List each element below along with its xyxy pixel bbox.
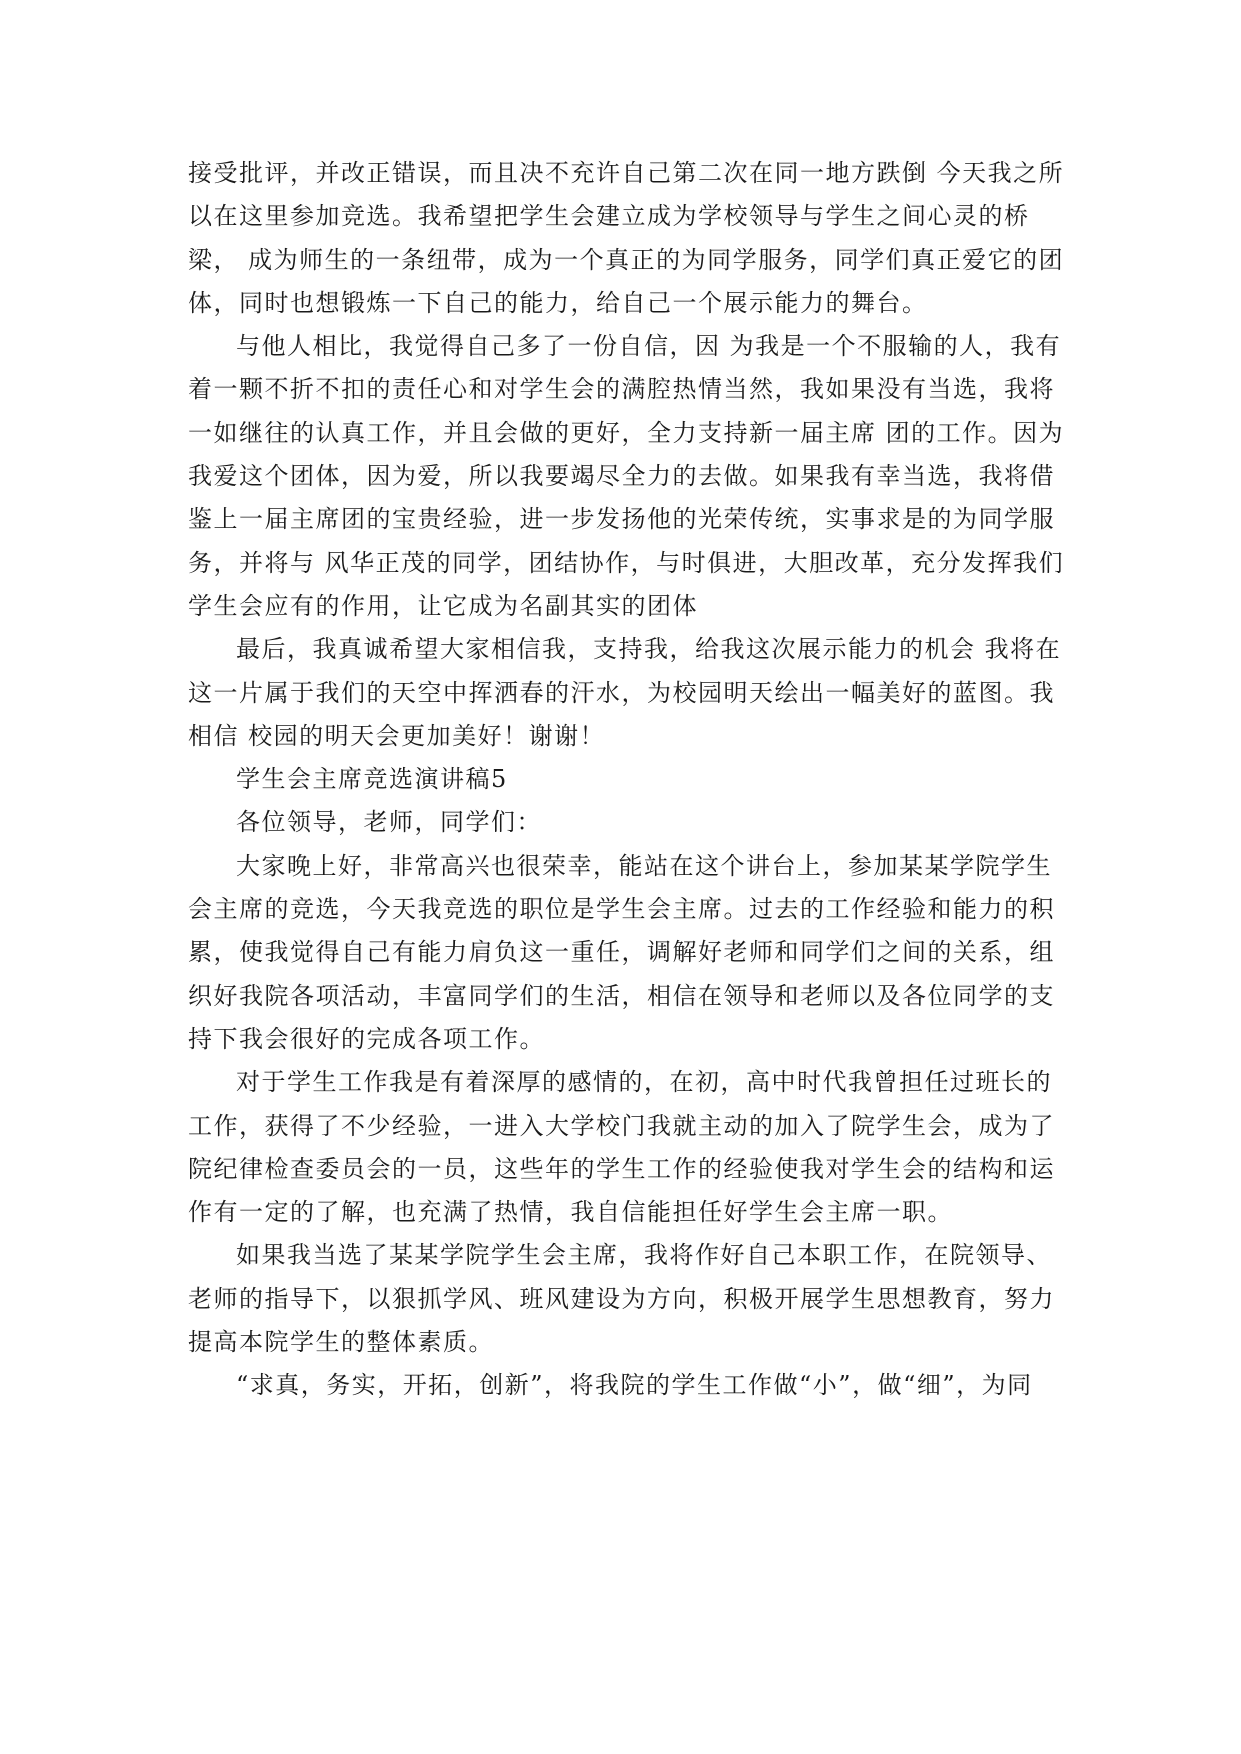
- text-line: 学生会应有的作用，让它成为名副其实的团体: [188, 591, 698, 620]
- text-line: 这一片属于我们的天空中挥洒春的汗水，为校园明天绘出一幅美好的蓝图。我: [188, 678, 1055, 707]
- text-line: 我爱这个团体，因为爱，所以我要竭尽全力的去做。如果我有幸当选，我将借: [188, 462, 1055, 491]
- text-line: 如果我当选了某某学院学生会主席，我将作好自己本职工作，在院领导、: [236, 1241, 1052, 1270]
- text-line: 着一颗不折不扣的责任心和对学生会的满腔热情当然，我如果没有当选，我将: [188, 375, 1055, 404]
- text-line: 一如继往的认真工作，并且会做的更好，全力支持新一届主席 团的工作。因为: [188, 418, 1065, 447]
- text-line: 院纪律检查委员会的一员，这些年的学生工作的经验使我对学生会的结构和运: [188, 1154, 1055, 1183]
- text-line: 以在这里参加竞选。我希望把学生会建立成为学校领导与学生之间心灵的桥: [188, 202, 1030, 231]
- text-line: 作有一定的了解，也充满了热情，我自信能担任好学生会主席一职。: [188, 1198, 953, 1227]
- text-line: 对于学生工作我是有着深厚的感情的，在初，高中时代我曾担任过班长的: [236, 1068, 1052, 1097]
- text-line: 最后，我真诚希望大家相信我，支持我，给我这次展示能力的机会 我将在: [236, 635, 1062, 664]
- text-line: 工作，获得了不少经验，一进入大学校门我就主动的加入了院学生会，成为了: [188, 1111, 1055, 1140]
- text-line: 会主席的竞选，今天我竞选的职位是学生会主席。过去的工作经验和能力的积: [188, 895, 1055, 924]
- document-body: [188, 152, 1065, 1408]
- text-line: 梁， 成为师生的一条纽带，成为一个真正的为同学服务，同学们真正爱它的团: [188, 245, 1065, 274]
- text-line: 体，同时也想锻炼一下自己的能力，给自己一个展示能力的舞台。: [188, 288, 928, 317]
- text-line: 接受批评，并改正错误，而且决不充许自己第二次在同一地方跌倒 今天我之所: [188, 159, 1065, 187]
- text-line: 持下我会很好的完成各项工作。: [188, 1024, 545, 1053]
- section-heading: 学生会主席竞选演讲稿5: [236, 765, 508, 794]
- text-line: 累，使我觉得自己有能力肩负这一重任，调解好老师和同学们之间的关系，组: [188, 938, 1055, 967]
- text-line: “求真，务实，开拓，创新”，将我院的学生工作做“小”，做“细”，为同: [236, 1371, 1033, 1400]
- text-line: 与他人相比，我觉得自己多了一份自信，因 为我是一个不服输的人，我有: [236, 332, 1062, 361]
- salutation: 各位领导，老师，同学们：: [236, 808, 542, 837]
- text-line: 大家晚上好，非常高兴也很荣幸，能站在这个讲台上，参加某某学院学生: [236, 851, 1052, 880]
- text-line: 提高本院学生的整体素质。: [188, 1328, 494, 1357]
- text-line: 织好我院各项活动，丰富同学们的生活，相信在领导和老师以及各位同学的支: [188, 981, 1055, 1010]
- text-line: 务，并将与 风华正茂的同学，团结协作，与时俱进，大胆改革，充分发挥我们: [188, 548, 1065, 577]
- text-line: 鉴上一届主席团的宝贵经验，进一步发扬他的光荣传统，实事求是的为同学服: [188, 505, 1055, 534]
- text-line: 老师的指导下，以狠抓学风、班风建设为方向，积极开展学生思想教育，努力: [188, 1284, 1055, 1313]
- text-line: 相信 校园的明天会更加美好！谢谢！: [188, 721, 606, 750]
